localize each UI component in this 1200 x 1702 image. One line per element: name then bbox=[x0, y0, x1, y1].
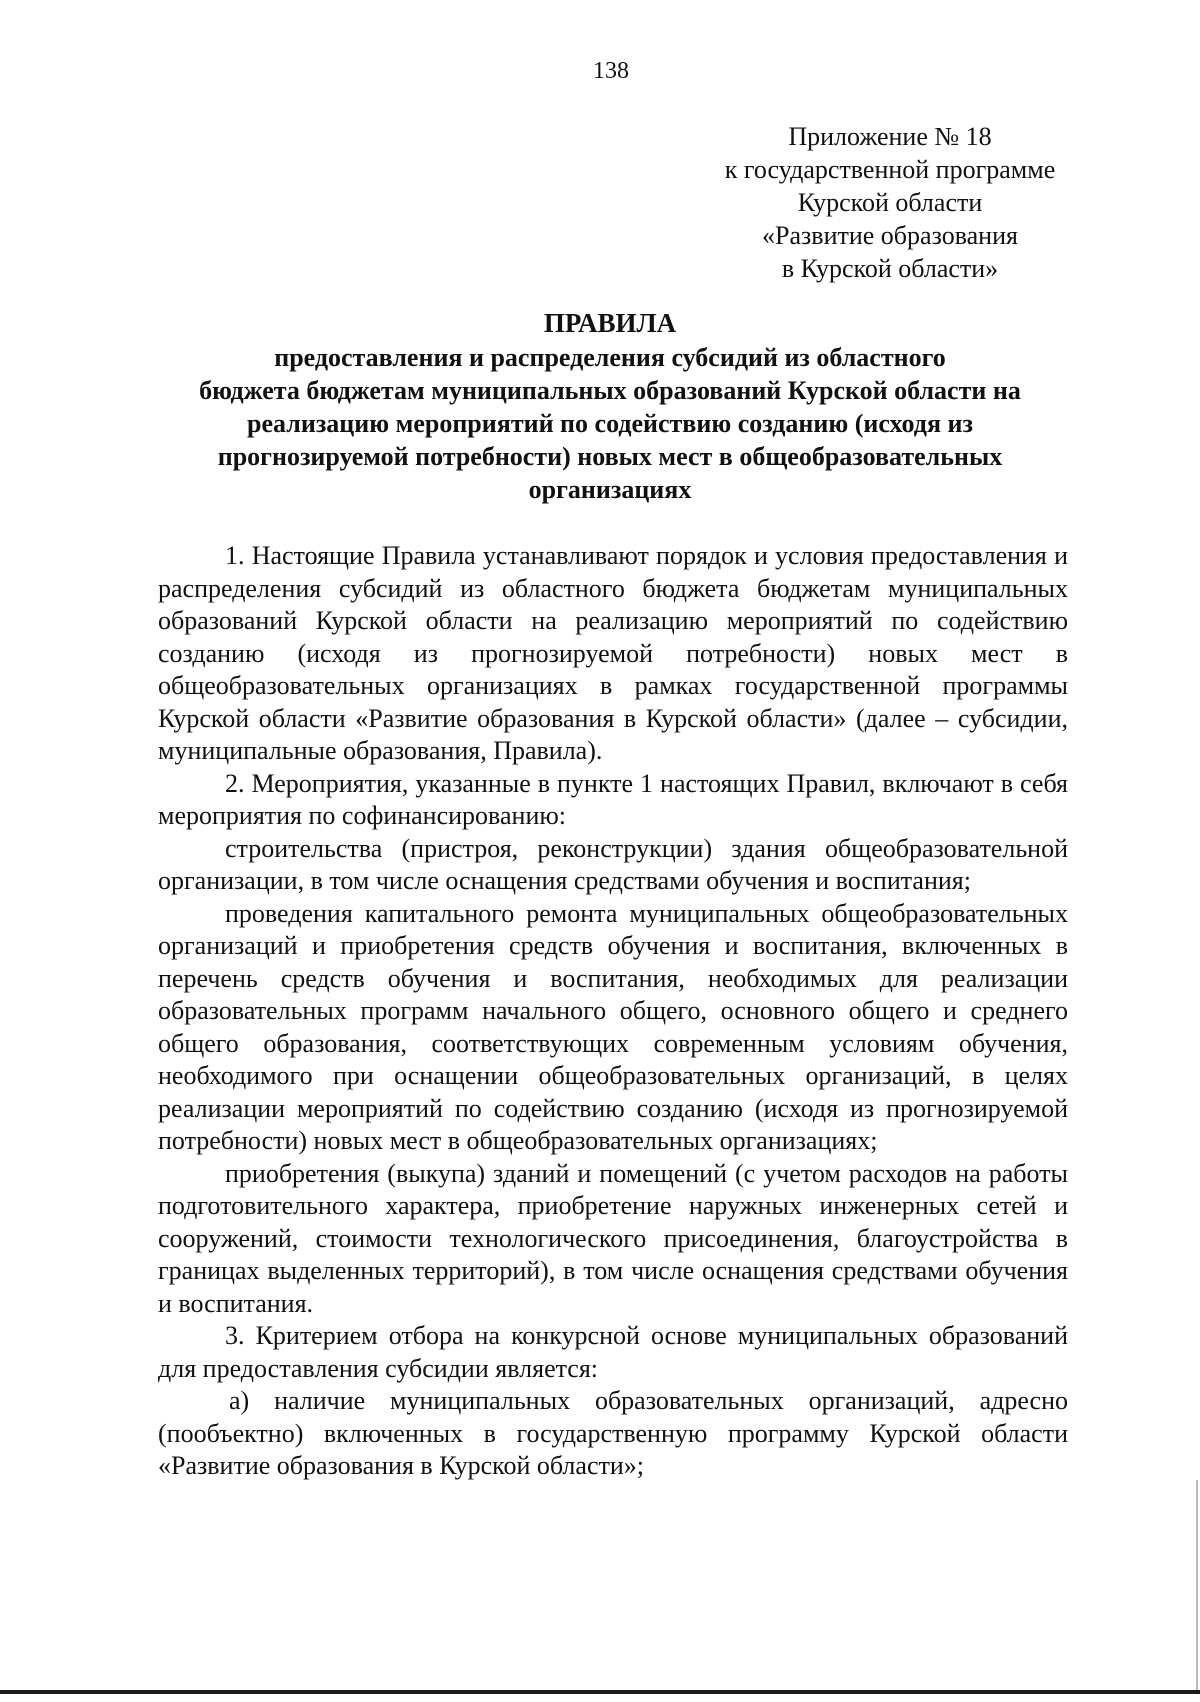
appendix-header bbox=[690, 120, 1090, 285]
appendix-line: Приложение № 18 bbox=[788, 122, 992, 151]
title-line: реализацию мероприятий по содействию созданию (исходя из bbox=[247, 409, 973, 438]
title-main: ПРАВИЛА bbox=[543, 308, 677, 338]
paragraph-3-item-a: а) наличие муниципальных образовательных организаций, адресно (пообъектно) включенных в государственную программу Курской области «Развитие образования в Курской области»; bbox=[158, 1386, 1068, 1480]
document-title bbox=[150, 307, 1070, 506]
title-line: бюджета бюджетам муниципальных образований Курской области на bbox=[199, 376, 1021, 405]
scan-edge-line bbox=[1196, 1480, 1198, 1690]
paragraph-2-item-purchase: приобретения (выкупа) зданий и помещений (с учетом расходов на работы подготовительного характера, приобретение наружных инженерных сетей и сооружений, стоимости технологического присоединения, благоустройства в границах выделенных территорий), в том числе оснащения средствами обучения и воспитания. bbox=[158, 1158, 1068, 1318]
title-line: организациях bbox=[528, 475, 692, 504]
document-body bbox=[158, 540, 1068, 1483]
appendix-line: в Курской области» bbox=[781, 254, 999, 283]
appendix-line: «Развитие образования bbox=[762, 221, 1018, 250]
paragraph-3: 3. Критерием отбора на конкурсной основе муниципальных образований для предоставления субсидии является: bbox=[158, 1321, 1068, 1383]
scan-bottom-line bbox=[0, 1690, 1200, 1694]
paragraph-2-item-construction: строительства (пристроя, реконструкции) здания общеобразовательной организации, в том числе оснащения средствами обучения и воспитания; bbox=[158, 833, 1068, 895]
page-number: 138 bbox=[593, 58, 629, 84]
paragraph-2: 2. Мероприятия, указанные в пункте 1 настоящих Правил, включают в себя мероприятия по софинансированию: bbox=[158, 768, 1068, 830]
paragraph-1: 1. Настоящие Правила устанавливают порядок и условия предоставления и распределения субсидий из областного бюджета бюджетам муниципальных образований Курской области на реализацию мероприятий по содействию созданию (исходя из прогнозируемой потребности) новых мест в общеобразовательных организациях в рамках государственной программы Курской области «Развитие образования в Курской области» (далее – субсидии, муниципальные образования, Правила). bbox=[158, 541, 1068, 765]
title-line: предоставления и распределения субсидий из областного bbox=[274, 343, 946, 372]
paragraph-2-item-repair: проведения капитального ремонта муниципальных общеобразовательных организаций и приобретения средств обучения и воспитания, включенных в перечень средств обучения и воспитания, необходимых для реализации образовательных программ начального общего, основного общего и среднего общего образования, соответствующих современным условиям обучения, необходимого при оснащении общеобразовательных организаций, в целях реализации мероприятий по содействию созданию (исходя из прогнозируемой потребности) новых мест в общеобразовательных организациях; bbox=[158, 898, 1068, 1155]
appendix-line: к государственной программе bbox=[724, 155, 1056, 184]
appendix-line: Курской области bbox=[797, 188, 983, 217]
title-line: прогнозируемой потребности) новых мест в общеобразовательных bbox=[217, 442, 1003, 471]
